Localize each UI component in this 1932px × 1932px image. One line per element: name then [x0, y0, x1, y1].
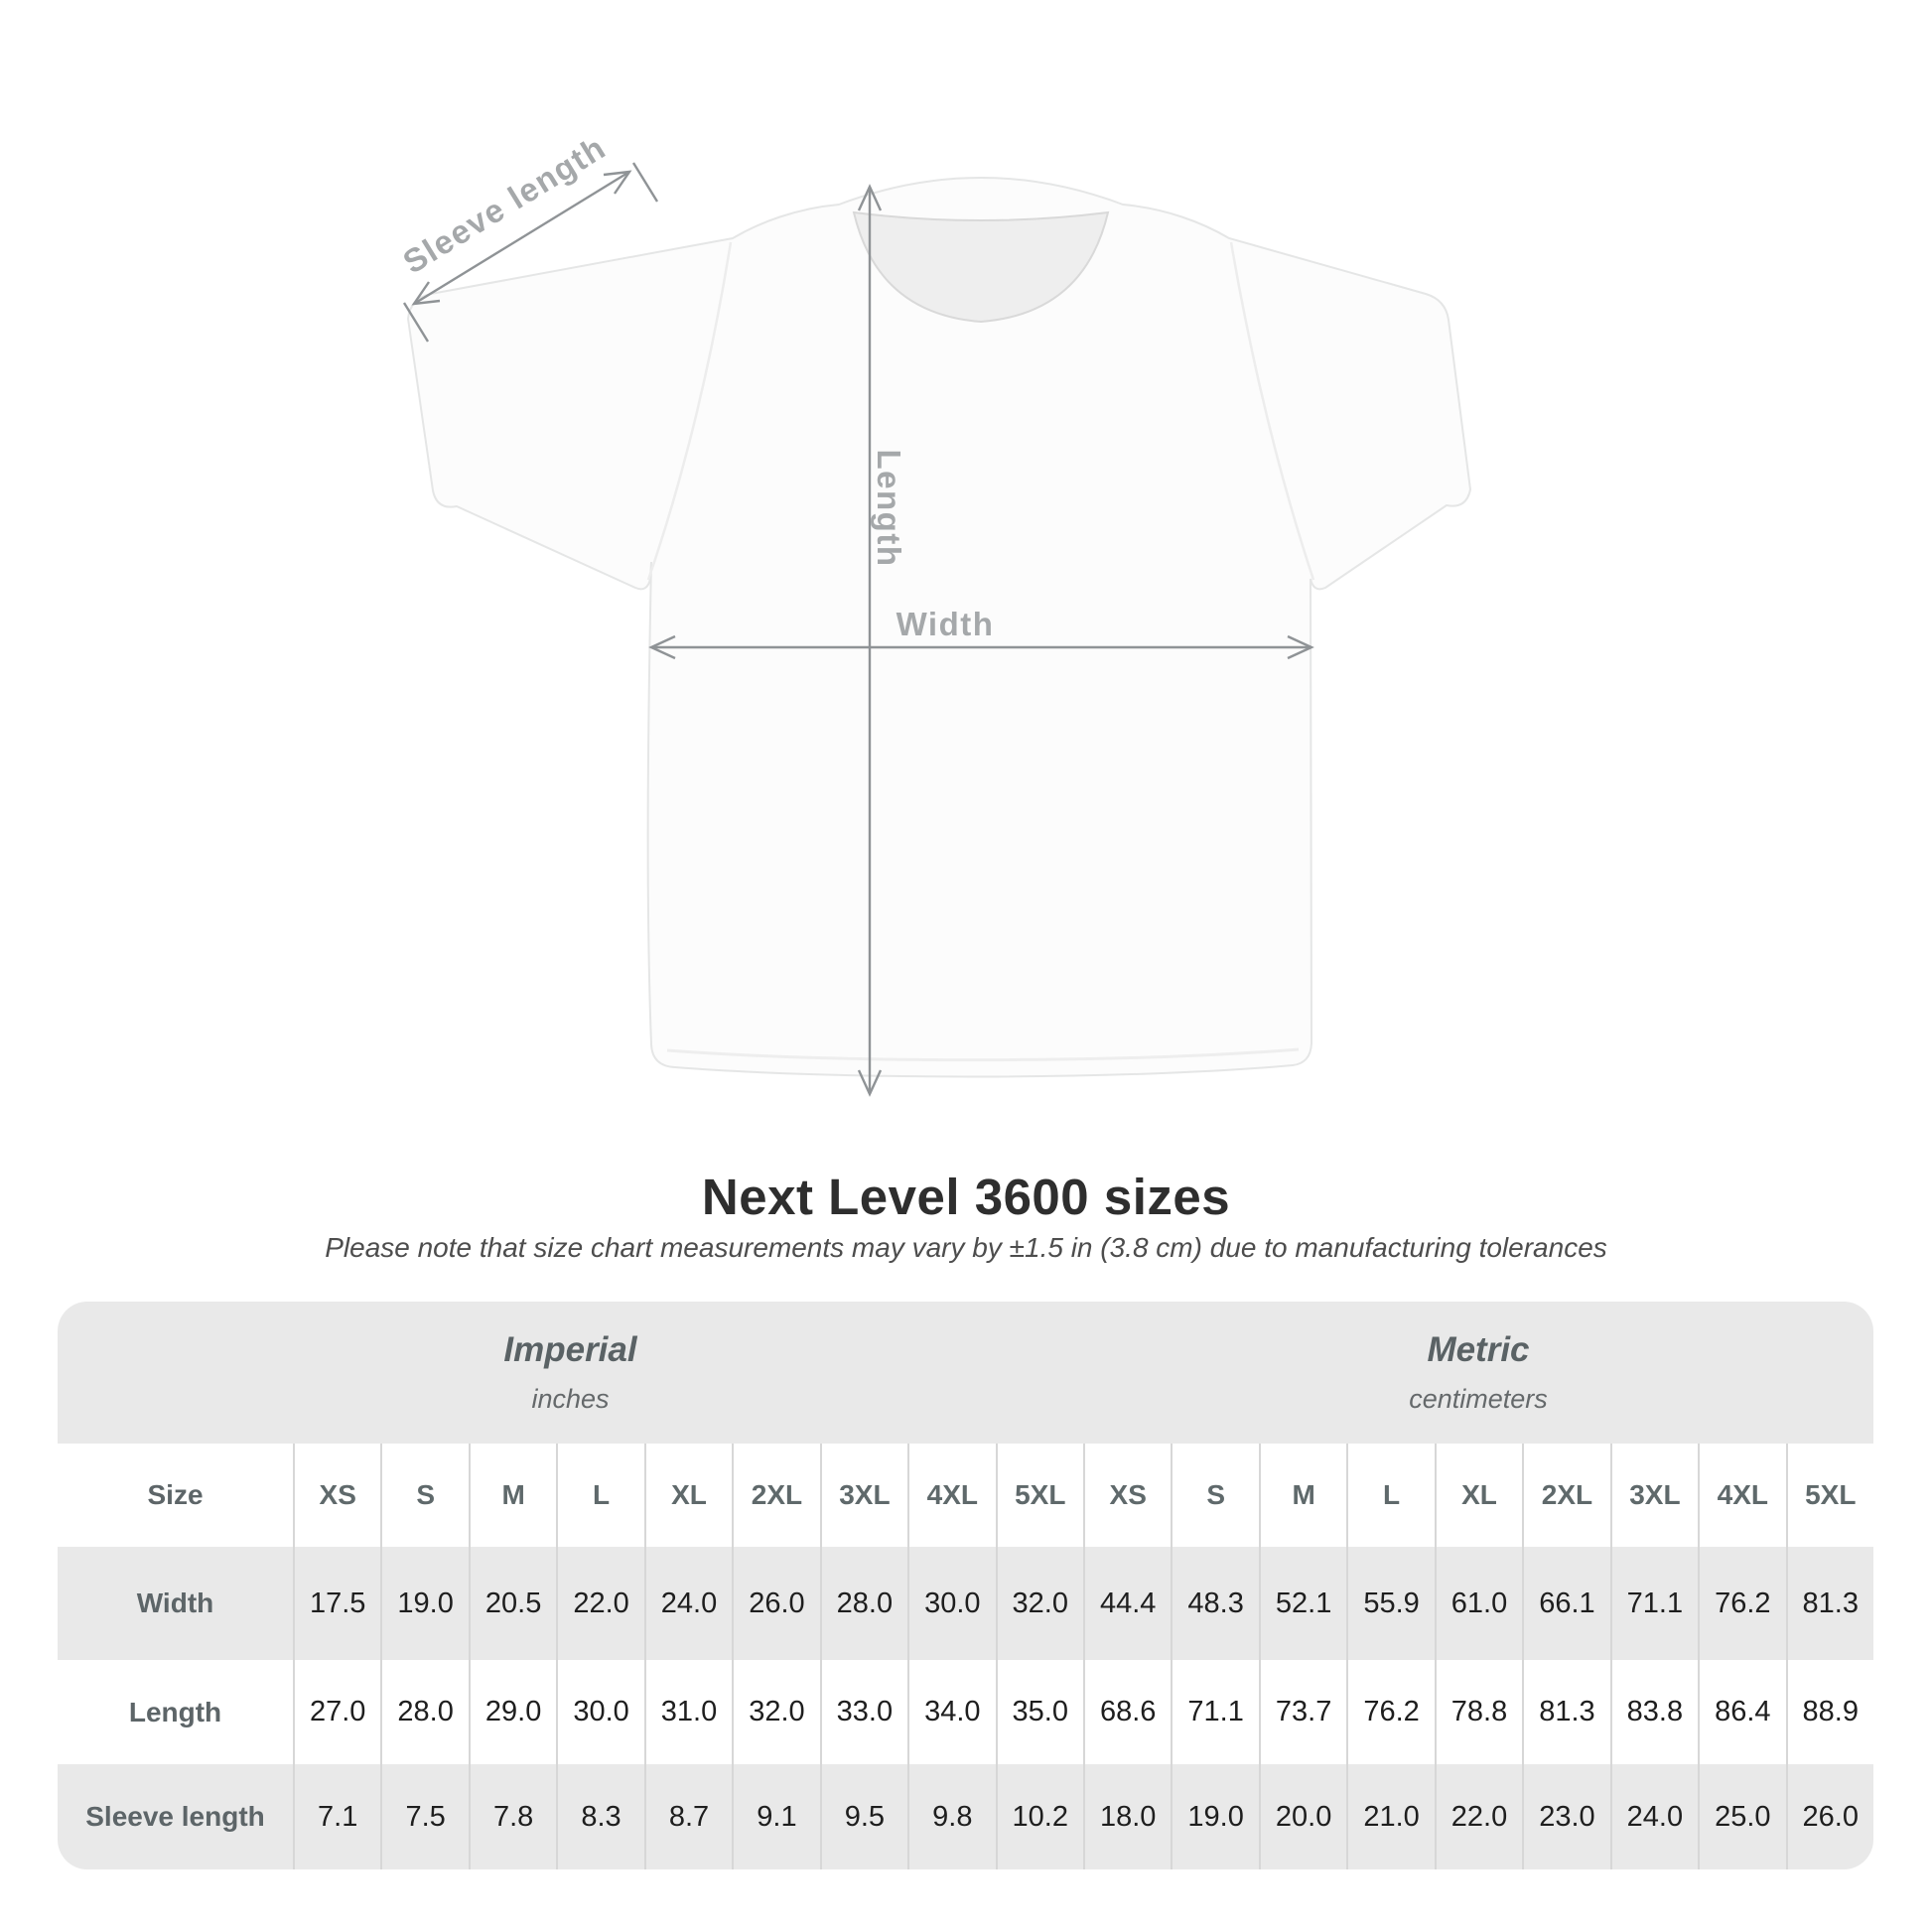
measurement-value: 78.8	[1435, 1660, 1522, 1764]
size-row-header: Size	[58, 1444, 293, 1547]
measurement-value: 7.5	[380, 1764, 468, 1869]
measurement-value: 25.0	[1698, 1764, 1785, 1869]
size-column-header: XS	[293, 1444, 380, 1547]
measurement-value: 66.1	[1522, 1547, 1609, 1660]
size-column-header: M	[1259, 1444, 1346, 1547]
measurement-value: 68.6	[1083, 1660, 1171, 1764]
measurement-row-label: Width	[136, 1587, 214, 1618]
measurement-value: 76.2	[1698, 1547, 1785, 1660]
measurement-value: 32.0	[996, 1547, 1083, 1660]
size-column-header: 4XL	[1698, 1444, 1785, 1547]
measurement-value: 31.0	[644, 1660, 732, 1764]
size-table	[58, 1302, 1873, 1869]
size-column-header: 3XL	[820, 1444, 907, 1547]
size-column-header: L	[1346, 1444, 1434, 1547]
measurement-value: 26.0	[1786, 1764, 1873, 1869]
sleeve-length-label: Sleeve length	[396, 128, 613, 281]
size-column-header: S	[380, 1444, 468, 1547]
measurement-value: 73.7	[1259, 1660, 1346, 1764]
measurement-value: 34.0	[907, 1660, 995, 1764]
measurement-value: 9.1	[732, 1764, 819, 1869]
measurement-row-label: Sleeve length	[85, 1801, 265, 1832]
measurement-value: 27.0	[293, 1660, 380, 1764]
metric-group-title: Metric	[1427, 1330, 1530, 1369]
measurement-value: 22.0	[1435, 1764, 1522, 1869]
measurement-value: 9.8	[907, 1764, 995, 1869]
measurement-value: 22.0	[556, 1547, 643, 1660]
measurement-value: 81.3	[1522, 1660, 1609, 1764]
size-column-header: XL	[644, 1444, 732, 1547]
measurement-value: 19.0	[1171, 1764, 1258, 1869]
measurement-row-label: Length	[58, 1660, 293, 1764]
size-column-header: S	[1171, 1444, 1258, 1547]
size-column-header: XS	[1083, 1444, 1171, 1547]
measurement-value: 32.0	[732, 1660, 819, 1764]
imperial-group-unit: inches	[531, 1384, 610, 1414]
measurement-value: 88.9	[1786, 1660, 1873, 1764]
measurement-value: 20.5	[469, 1547, 556, 1660]
measurement-value: 44.4	[1083, 1547, 1171, 1660]
size-column-header: L	[556, 1444, 643, 1547]
measurement-value: 24.0	[644, 1547, 732, 1660]
size-table-panel	[58, 1302, 1873, 1869]
size-column-header: 2XL	[1522, 1444, 1609, 1547]
measurement-value: 8.3	[556, 1764, 643, 1869]
measurement-value: 21.0	[1346, 1764, 1434, 1869]
measurement-value: 30.0	[556, 1660, 643, 1764]
measurement-value: 23.0	[1522, 1764, 1609, 1869]
measurement-value: 81.3	[1786, 1547, 1873, 1660]
size-column-header: 5XL	[1786, 1444, 1873, 1547]
page-subtitle: Please note that size chart measurements may vary by ±1.5 in (3.8 cm) due to manufacturing tolerances	[325, 1232, 1607, 1263]
width-label: Width	[896, 606, 995, 642]
measurement-value: 28.0	[380, 1660, 468, 1764]
measurement-value: 55.9	[1346, 1547, 1434, 1660]
metric-group-unit: centimeters	[1409, 1384, 1548, 1414]
imperial-group-title: Imperial	[503, 1330, 637, 1369]
imperial-group-header	[58, 1302, 1083, 1444]
measurement-value: 10.2	[996, 1764, 1083, 1869]
measurement-value: 8.7	[644, 1764, 732, 1869]
measurement-value: 9.5	[820, 1764, 907, 1869]
length-label: Length	[871, 449, 907, 568]
measurement-value: 30.0	[907, 1547, 995, 1660]
measurement-value: 35.0	[996, 1660, 1083, 1764]
measurement-value: 17.5	[293, 1547, 380, 1660]
measurement-value: 20.0	[1259, 1764, 1346, 1869]
measurement-value: 28.0	[820, 1547, 907, 1660]
size-column-header: 2XL	[732, 1444, 819, 1547]
measurement-value: 26.0	[732, 1547, 819, 1660]
measurement-value: 33.0	[820, 1660, 907, 1764]
measurement-value: 86.4	[1698, 1660, 1785, 1764]
measurement-value: 61.0	[1435, 1547, 1522, 1660]
metric-group-header	[1083, 1302, 1873, 1444]
size-column-header: M	[469, 1444, 556, 1547]
size-column-header: XL	[1435, 1444, 1522, 1547]
measurement-value: 71.1	[1610, 1547, 1698, 1660]
measurement-value: 18.0	[1083, 1764, 1171, 1869]
measurement-value: 19.0	[380, 1547, 468, 1660]
size-column-header: 5XL	[996, 1444, 1083, 1547]
measurement-value: 76.2	[1346, 1660, 1434, 1764]
measurement-value: 24.0	[1610, 1764, 1698, 1869]
size-column-header: 3XL	[1610, 1444, 1698, 1547]
measurement-value: 48.3	[1171, 1547, 1258, 1660]
measurement-value: 83.8	[1610, 1660, 1698, 1764]
measurement-value: 71.1	[1171, 1660, 1258, 1764]
measurement-value: 52.1	[1259, 1547, 1346, 1660]
measurement-value: 7.8	[469, 1764, 556, 1869]
measurement-value: 7.1	[293, 1764, 380, 1869]
page-title: Next Level 3600 sizes	[701, 1169, 1231, 1225]
measurement-value: 29.0	[469, 1660, 556, 1764]
size-column-header: 4XL	[907, 1444, 995, 1547]
